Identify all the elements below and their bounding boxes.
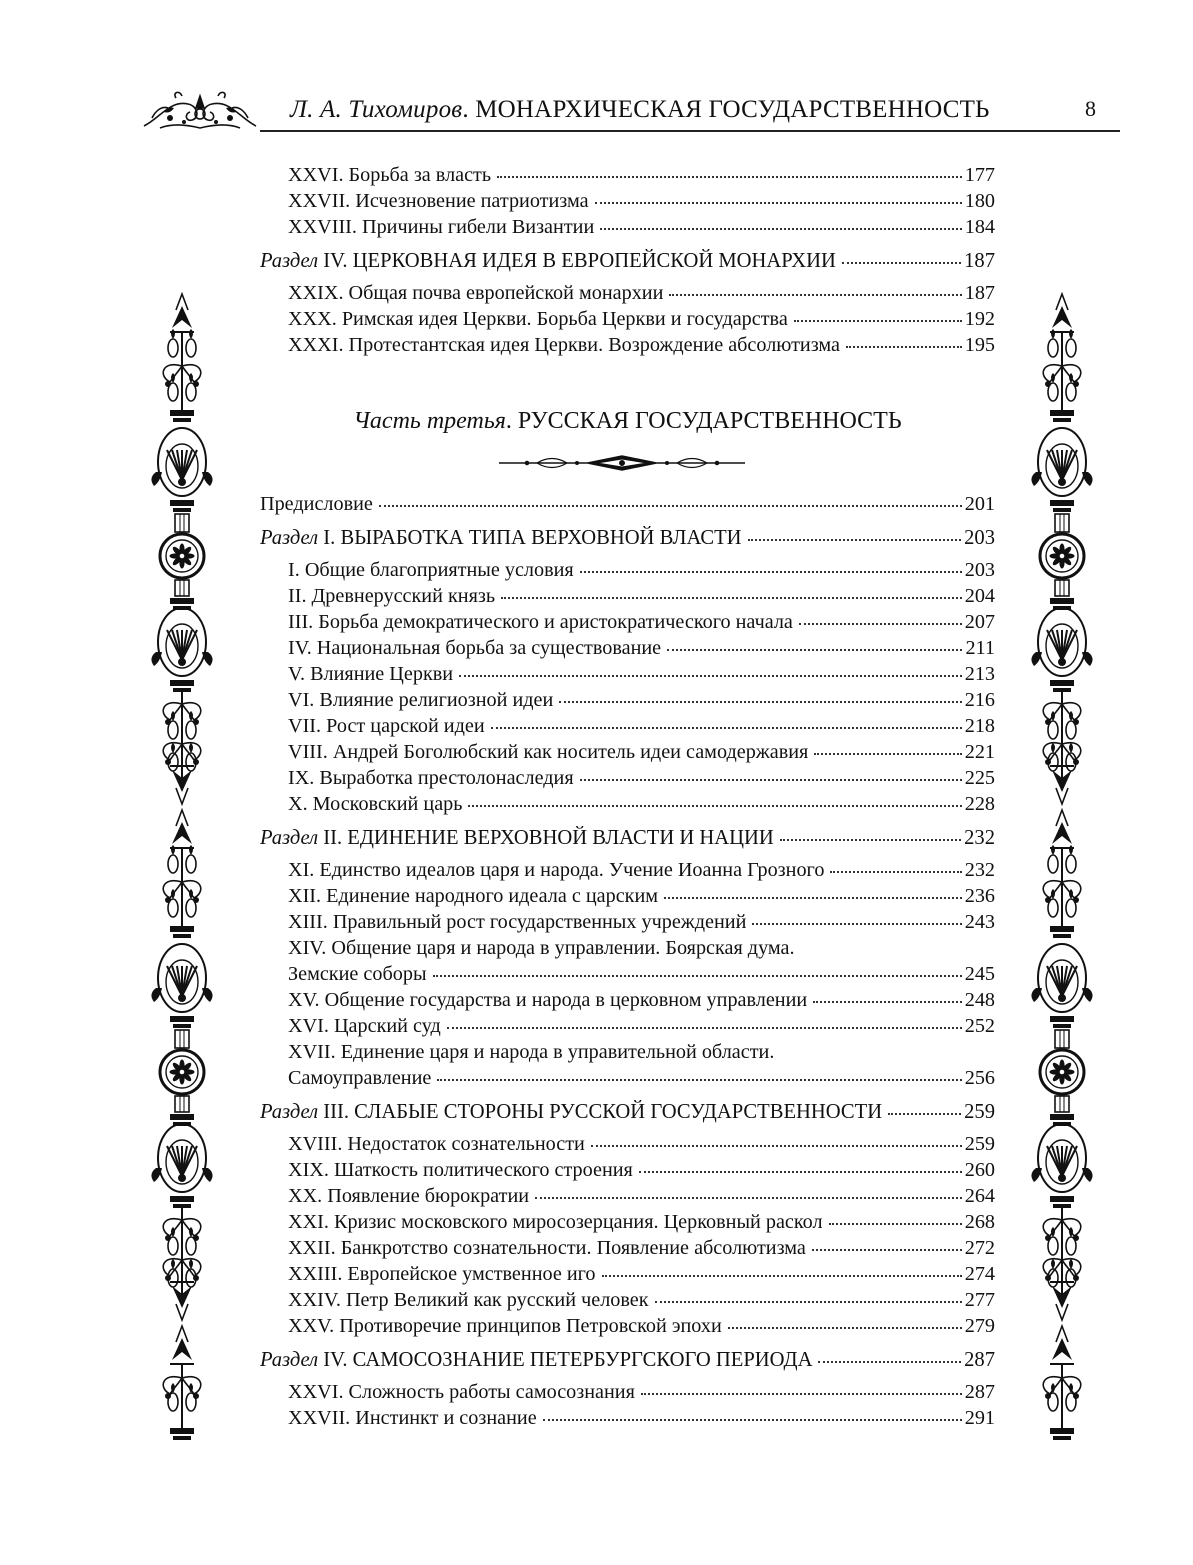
toc-entry-title: XXIV. Петр Великий как русский человек [288,1289,649,1311]
vertical-floral-border-icon [1030,292,1094,1492]
toc-dot-leader [794,320,962,322]
toc-section-text: IV. ЦЕРКОВНАЯ ИДЕЯ В ЕВРОПЕЙСКОЙ МОНАРХИИ [323,250,836,272]
toc-page-number: 232 [964,859,995,881]
toc-entry-row [260,491,995,517]
toc-page-number: 184 [964,216,995,238]
toc-entry-row [260,1131,995,1157]
toc-entry-title: XXIX. Общая почва европейской монархии [288,282,664,304]
toc-entry-row [260,1209,995,1235]
toc-entry-row [260,1065,995,1091]
toc-dot-leader [639,1171,962,1173]
toc-entry-title: XXVII. Инстинкт и сознание [288,1407,537,1429]
toc-entry-row [260,765,995,791]
toc-entry-title: XXV. Противоречие принципов Петровской эпохи [288,1315,722,1337]
toc-dot-leader [497,176,962,178]
toc-entry-title: XXX. Римская идея Церкви. Борьба Церкви и государства [288,308,788,330]
toc-entry-row [260,1235,995,1261]
toc-entry-title: XX. Появление бюрократии [288,1185,530,1207]
toc-dot-leader [664,897,962,899]
toc-page-number: 287 [964,1381,995,1403]
toc-dot-leader [818,1361,961,1363]
toc-page-number: 225 [964,767,995,789]
toc-dot-leader [842,262,961,264]
toc-dot-leader [812,1249,962,1251]
toc-section-row [260,525,995,551]
toc-entry-row [260,583,995,609]
toc-page-number: 187 [964,282,995,304]
toc-entry-title: X. Московский царь [288,793,463,815]
toc-entry-title: Самоуправление [288,1067,432,1089]
header-separator: . [462,96,476,123]
toc-entry-title: II. Древнерусский князь [288,585,496,607]
part-title: РУССКАЯ ГОСУДАРСТВЕННОСТЬ [517,408,902,434]
toc-dot-leader [846,346,962,348]
toc-section-row [260,1099,995,1125]
page-header [140,88,1120,134]
toc-dot-leader [580,779,962,781]
toc-entry-row [260,857,995,883]
header-author: Л. А. Тихомиров [290,96,463,123]
toc-page-number: 203 [964,559,995,581]
toc-dot-leader [655,1301,962,1303]
toc-page-number: 277 [964,1289,995,1311]
toc-page-number: 221 [964,741,995,763]
toc-page-number: 213 [964,663,995,685]
toc-entry-row [260,332,995,358]
toc-entry-title: I. Общие благоприятные условия [288,559,574,581]
toc-dot-leader [580,571,962,573]
toc-section-lead: Раздел [260,1349,319,1371]
toc-entry-row [260,1039,995,1065]
toc-section-text: III. СЛАБЫЕ СТОРОНЫ РУССКОЙ ГОСУДАРСТВЕННОСТИ [323,1101,883,1123]
toc-dot-leader [535,1197,962,1199]
toc-entry-row [260,1287,995,1313]
toc-section-title [260,1347,818,1373]
toc-dot-leader [728,1327,962,1329]
toc-dot-leader [602,1275,962,1277]
toc-entry-title: IX. Выработка престолонаследия [288,767,574,789]
toc-entry-title: XXVIII. Причины гибели Византии [288,216,595,238]
toc-entry-title: XXVI. Борьба за власть [288,164,492,186]
toc-page-number: 259 [964,1101,995,1123]
toc-dot-leader [379,505,962,507]
toc-section-lead: Раздел [260,827,319,849]
floral-header-ornament-icon [140,88,260,134]
toc-entry-title: XXII. Банкротство сознательности. Появление абсолютизма [288,1237,806,1259]
toc-page-number: 232 [964,827,995,849]
toc-page-number: 274 [964,1263,995,1285]
toc-entry-row [260,1183,995,1209]
toc-dot-leader [799,623,962,625]
header-rule [260,130,1120,132]
toc-section-title [260,1099,888,1125]
toc-dot-leader [667,649,962,651]
toc-entry-title: XVIII. Недостаток сознательности [288,1133,585,1155]
toc-entry-title: XI. Единство идеалов царя и народа. Учение Иоанна Грозного [288,859,825,881]
toc-entry-title: VIII. Андрей Боголюбский как носитель идеи самодержавия [288,741,809,763]
toc-entry-row [260,1157,995,1183]
toc-dot-leader [459,675,962,677]
toc-entry-row [260,609,995,635]
toc-list-part-three [260,491,995,1431]
running-header-title [290,96,990,124]
toc-entry-row [260,713,995,739]
toc-page-number: 207 [964,611,995,633]
toc-page-number: 180 [964,190,995,212]
toc-entry-title: XVII. Единение царя и народа в управительной области. [288,1041,775,1063]
ornamental-divider-icon [497,453,747,473]
toc-page-number: 211 [965,637,995,659]
toc-section-row [260,825,995,851]
toc-dot-leader [813,1001,961,1003]
toc-section-text: IV. САМОСОЗНАНИЕ ПЕТЕРБУРГСКОГО ПЕРИОДА [323,1349,813,1371]
toc-list-continued [260,162,995,358]
toc-entry-row [260,306,995,332]
toc-page-number: 203 [964,527,995,549]
header-book-title: МОНАРХИЧЕСКАЯ ГОСУДАРСТВЕННОСТЬ [475,96,990,123]
toc-entry-row [260,661,995,687]
toc-entry-row [260,280,995,306]
toc-entry-title: XXXI. Протестантская идея Церкви. Возрождение абсолютизма [288,334,841,356]
toc-dot-leader [437,1079,961,1081]
toc-entry-title: Земские соборы [288,963,427,985]
toc-dot-leader [501,597,962,599]
toc-page-number: 259 [964,1133,995,1155]
toc-entry-title: VI. Влияние религиозной идеи [288,689,554,711]
toc-dot-leader [468,805,961,807]
toc-dot-leader [829,1223,962,1225]
toc-entry-row [260,1261,995,1287]
toc-entry-row [260,1013,995,1039]
toc-section-lead: Раздел [260,527,319,549]
toc-dot-leader [559,701,961,703]
toc-page-number: 264 [964,1185,995,1207]
toc-section-row [260,1347,995,1373]
toc-dot-leader [591,1145,962,1147]
toc-dot-leader [600,228,961,230]
toc-dot-leader [780,839,961,841]
toc-dot-leader [814,753,961,755]
toc-entry-row [260,188,995,214]
toc-entry-row [260,635,995,661]
part-heading [260,408,995,435]
toc-entry-title: XII. Единение народного идеала с царским [288,885,659,907]
part-separator: . [505,408,518,434]
toc-entry-row [260,791,995,817]
toc-entry-title: V. Влияние Церкви [288,663,454,685]
toc-page-number: 243 [964,911,995,933]
toc-page-number: 248 [964,989,995,1011]
toc-entry-title: XV. Общение государства и народа в церковном управлении [288,989,808,1011]
part-label: Часть третья [353,408,506,434]
toc-page-number: 291 [964,1407,995,1429]
toc-entry-title: XIX. Шаткость политического строения [288,1159,633,1181]
toc-entry-row [260,687,995,713]
toc-page-number: 256 [964,1067,995,1089]
toc-page-number: 268 [964,1211,995,1233]
toc-entry-title: III. Борьба демократического и аристократического начала [288,611,793,633]
toc-entry-row [260,1405,995,1431]
toc-section-lead: Раздел [260,250,319,272]
toc-entry-title: XIV. Общение царя и народа в управлении. Боярская дума. [288,937,795,959]
toc-entry-row [260,557,995,583]
toc-page-number: 195 [964,334,995,356]
toc-page-number: 228 [964,793,995,815]
toc-dot-leader [595,202,962,204]
toc-entry-row [260,883,995,909]
toc-section-title [260,825,780,851]
toc-section-title [260,525,748,551]
toc-section-lead: Раздел [260,1101,319,1123]
toc-page-number: 204 [964,585,995,607]
toc-dot-leader [543,1419,962,1421]
toc-page-number: 218 [964,715,995,737]
toc-dot-leader [669,294,961,296]
vertical-floral-border-icon [150,292,214,1492]
toc-entry-title: XVI. Царский суд [288,1015,441,1037]
toc-dot-leader [830,871,961,873]
toc-dot-leader [888,1113,961,1115]
toc-entry-row [260,961,995,987]
toc-entry-row [260,214,995,240]
toc-dot-leader [752,923,961,925]
toc-entry-row [260,1379,995,1405]
toc-page-number: 187 [964,250,995,272]
toc-entry-title: XXI. Кризис московского миросозерцания. Церковный раскол [288,1211,823,1233]
toc-dot-leader [433,975,962,977]
toc-entry-row [260,162,995,188]
toc-dot-leader [748,539,962,541]
toc-page-number: 236 [964,885,995,907]
toc-page-number: 192 [964,308,995,330]
toc-dot-leader [491,727,962,729]
toc-page-number: 287 [964,1349,995,1371]
toc-page-number: 252 [964,1015,995,1037]
toc-entry-title: VII. Рост царской идеи [288,715,485,737]
toc-dot-leader [447,1027,962,1029]
toc-page-number: 201 [964,493,995,515]
toc-entry-row [260,1313,995,1339]
page-number: 8 [1085,96,1096,121]
toc-section-row [260,248,995,274]
toc-section-title [260,248,842,274]
toc-entry-title: XXIII. Европейское умственное иго [288,1263,596,1285]
toc-entry-title: XIII. Правильный рост государственных учреждений [288,911,747,933]
toc-section-text: I. ВЫРАБОТКА ТИПА ВЕРХОВНОЙ ВЛАСТИ [323,527,742,549]
toc-section-text: II. ЕДИНЕНИЕ ВЕРХОВНОЙ ВЛАСТИ И НАЦИИ [323,827,774,849]
toc-entry-row [260,987,995,1013]
toc-entry-title: XXVII. Исчезновение патриотизма [288,190,589,212]
toc-page-number: 260 [964,1159,995,1181]
toc-page-number: 245 [964,963,995,985]
toc-page-number: 177 [964,164,995,186]
toc-entry-title: IV. Национальная борьба за существование [288,637,662,659]
toc-entry-row [260,909,995,935]
toc-entry-title: XXVI. Сложность работы самосознания [288,1381,635,1403]
toc-page-number: 279 [964,1315,995,1337]
toc-entry-row [260,739,995,765]
toc-entry-title: Предисловие [260,493,373,515]
toc-entry-row [260,935,995,961]
toc-page-number: 216 [964,689,995,711]
toc-page-number: 272 [964,1237,995,1259]
toc-dot-leader [641,1393,962,1395]
